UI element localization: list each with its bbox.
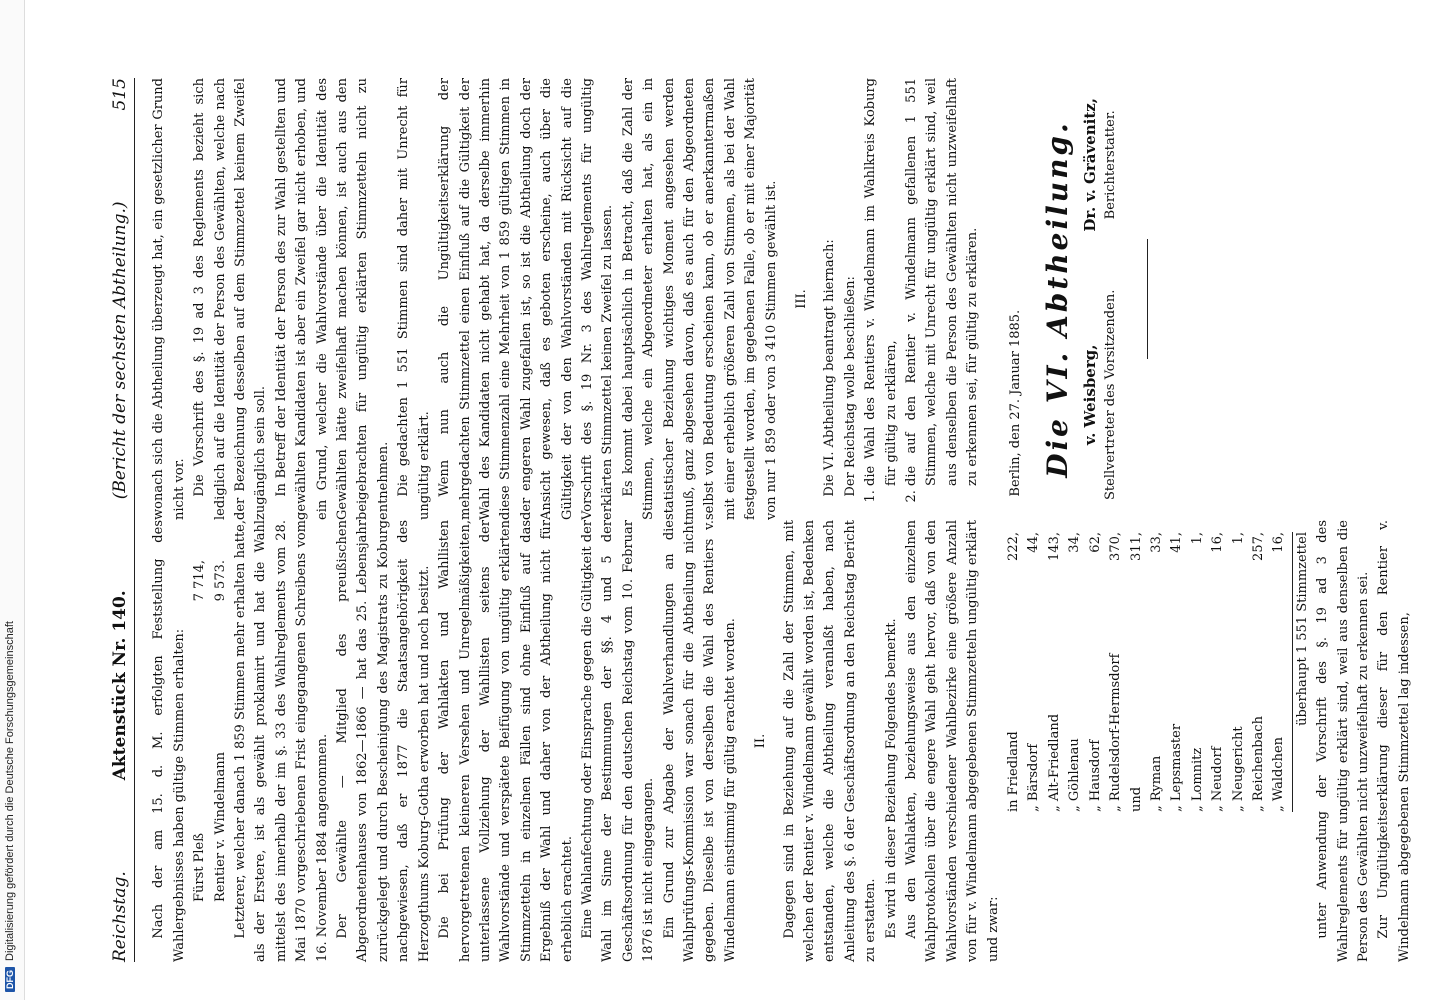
paragraph: Nach der am 15. d. M. erfolgten Feststellung des Wahlergebnisses haben gültige Stimmen erhalten: <box>151 520 187 962</box>
paragraph: In Betreff der Identität der Person des zur Wahl gestellten und gewählten Kandidaten ist aber ein Zweifel gar nicht erhoben, und ein Grund, welcher die Wahlvorstände über die Identität des Gewählten hätte zweifelhaft machen können, ist auch aus den beigebrachten für ungültig erklärten Stimmzetteln nicht zu entnehmen. <box>273 78 391 520</box>
paragraph: Der Reichstag wolle beschließen: <box>842 276 858 497</box>
tally-count: 16, <box>1271 532 1287 553</box>
dfg-logo-icon: DFG <box>5 967 15 992</box>
paragraph: Es wird in dieser Beziehung Folgendes bemerkt. <box>883 618 899 939</box>
paragraph: Eine Wahlanfechtung oder Einsprache gegen die Gültigkeit der Wahl im Sinne der Bestimmungen der §§. 4 und 5 der Geschäftsordnung für den deutschen Reichstag vom 10. Februar 1876 ist nicht eingegangen. <box>579 520 657 962</box>
tally-place: „ Göhlenau <box>1067 738 1083 812</box>
tally-row <box>1147 532 1167 812</box>
tally-count: 1, <box>1230 532 1246 545</box>
paragraph: Die Vorschrift des §. 19 ad 3 des Reglements bezieht sich lediglich auf die Identität der Person des Gewählten, welche nach der Bezeichnung desselben auf dem Stimmzettel keinem Zweifel zugänglich sein soll. <box>192 78 269 520</box>
paragraph: Die bei Prüfung der Wahlakten und Wahllisten hervorgetretenen kleineren Versehen und Unregelmäßigkeiten, unterlassene Vollziehung der Wahllisten seitens der Wahlvorstände und verspätete Beifügung von ungültig erklärten Stimmzetteln in einzelnen Fällen sind ohne Einfluß auf das Ergebniß der Wahl und daher von der Abtheilung nicht für erheblich erachtet. <box>437 520 575 962</box>
tally-place: „ Neugericht <box>1230 726 1246 812</box>
candidate-votes: 7 714, <box>192 560 208 602</box>
tally-row <box>1065 532 1085 812</box>
paragraph: Die VI. Abtheilung beantragt hiernach: <box>822 239 838 497</box>
paragraph: Aus den Wahlakten, beziehungsweise aus den einzelnen Wahlprotokollen über die engere Wahl geht hervor, daß von den Wahlvorständen verschiedener Wahlbezirke eine größere Anzahl von für v. Windelmann abgegebenen Stimmzetteln ungültig erklärt und zwar: <box>904 520 1001 962</box>
header-right: (Bericht der sechsten Abtheilung.) <box>110 201 130 500</box>
tally-count: 41, <box>1169 532 1185 553</box>
signer-name: v. Weisberg, <box>1081 344 1100 446</box>
signer-role: Berichterstatter. <box>1102 110 1118 220</box>
right-column <box>149 78 1415 520</box>
list-item: 1. die Wahl des Rentiers v. Windelmann im Wahlkreis Koburg für gültig zu erklären, <box>861 78 902 486</box>
paragraph: unter Anwendung der Vorschrift des §. 19 ad 3 des Wahlreglements für ungültig erklärt sind, weil aus denselben die Person des Gewählten nicht unzweifelhaft zu erkennen sei. <box>1315 520 1371 962</box>
tally-count: 222, <box>1006 532 1022 561</box>
paragraph: Zur Ungültigkeitserklärung dieser für den Rentier v. Windelmann abgegebenen Stimmzettel lag indessen, <box>1376 520 1412 962</box>
tally-list <box>1004 520 1313 962</box>
candidate-row <box>211 520 231 962</box>
tally-row <box>1208 532 1228 812</box>
tally-place: „ Reichenbach <box>1250 716 1266 812</box>
motion-list <box>861 78 983 520</box>
tally-count: 33, <box>1148 532 1164 553</box>
tally-total: überhaupt 1 551 Stimmzettel <box>1292 532 1313 812</box>
tally-place: „ Hausdorf <box>1087 739 1103 812</box>
signer-name: Dr. v. Grävenitz, <box>1081 98 1100 232</box>
left-column <box>149 520 1415 962</box>
paragraph: wonach sich die Abtheilung überzeugt hat, ein gesetzlicher Grund nicht vor. <box>151 78 187 520</box>
tally-place: „ Alt-Friedland <box>1046 713 1062 812</box>
tally-count: 257, <box>1250 532 1266 561</box>
funding-text: Digitalisierung gefördert durch die Deutsche Forschungsgemeinschaft <box>4 621 16 961</box>
paragraph: Wenn nun auch die Ungültigkeitserklärung der mehrgedachten Stimmzettel einen Einfluß auf die Gültigkeit der Wahl des Kandidaten nicht gehabt hat, da derselbe immerhin diese Stimmenzahl eine Mehrheit von 1 859 gültigen Stimmen in der engeren Wahl zugefallen ist, so ist die Abtheilung doch der Ansicht gewesen, daß es geboten erscheine, auch über die Gültigkeit der von den Wahlvorständen mit Rücksicht auf die Vorschrift des §. 19 Nr. 3 des Wahlreglements für ungültig erklärten Stimmzettel keinen Zweifel zu lassen. <box>437 78 616 520</box>
document-page <box>106 50 1412 990</box>
tally-place: „ Bärsdorf <box>1026 743 1042 812</box>
tally-row <box>1086 532 1106 812</box>
date-line: Berlin, den 27. Januar 1885. <box>1007 309 1023 497</box>
paragraph: Die gedachten 1 551 Stimmen sind daher mit Unrecht für ungültig erklärt. <box>396 78 432 520</box>
tally-row <box>1229 532 1249 812</box>
header-left: Reichstag. <box>110 871 130 962</box>
sidebar-strip <box>0 0 25 1000</box>
page-number: 515 <box>110 78 130 111</box>
tally-count: 370, <box>1108 532 1124 561</box>
tally-place: „ Waldchen <box>1271 736 1287 812</box>
paragraph: Letzterer, welcher danach 1 859 Stimmen mehr erhalten hatte, als der Erstere, ist als gewählt proklamirt und hat die Wahl mittelst des innerhalb der im §. 33 des Wahlreglements vom 28. Mai 1870 vorgeschriebenen Frist eingegangenen Schreibens vom 16. November 1884 angenommen. <box>233 520 330 962</box>
signature-block <box>1080 98 1121 232</box>
signature-title: Die VI. Abtheilung. <box>1041 120 1075 478</box>
funding-notice <box>4 621 16 992</box>
section-heading: II. <box>753 733 769 749</box>
tally-count: 143, <box>1046 532 1062 561</box>
list-item: 2. die auf den Rentier v. Windelmann gefallenen 1 551 Stimmen, welche mit Unrecht für ungültig erklärt sind, weil aus denselben die Person des Gewählten nicht unzweifelhaft zu erkennen sei, für gültig zu erklären. <box>902 78 984 486</box>
tally-row <box>1004 532 1024 812</box>
tally-row <box>1045 532 1065 812</box>
tally-count: 62, <box>1087 532 1103 553</box>
header-center: Aktenstück Nr. 140. <box>110 590 130 781</box>
signature-block <box>1080 290 1121 500</box>
tally-row <box>1269 532 1289 812</box>
tally-count: 44, <box>1026 532 1042 553</box>
tally-count: 311, <box>1128 532 1144 561</box>
tally-place: „ Ryman <box>1148 755 1164 812</box>
tally-row <box>1249 532 1269 812</box>
tally-row <box>1167 532 1187 812</box>
tally-count: 34, <box>1067 532 1083 553</box>
paragraph: Der Gewählte — Mitglied des preußischen Abgeordnetenhauses von 1862—1866 — hat das 25. Lebensjahr zurückgelegt und durch Bescheinigung des Magistrats zu Koburg nachgewiesen, daß er 1877 die Staatsangehörigkeit des Herzogthums Koburg-Gotha erworben hat und noch besitzt. <box>335 520 432 962</box>
tally-row <box>1188 532 1208 812</box>
signature-row <box>1080 78 1121 520</box>
paragraph: Ein Grund zur Abgabe der Wahlverhandlungen an die Wahlprüfungs-Kommission war sonach für die Abtheilung nicht gegeben. Dieselbe ist von derselben die Wahl des Rentiers v. Windelmann einstimmig für gültig erachtet worden. <box>661 520 738 962</box>
paragraph: Es kommt dabei hauptsächlich in Betracht, daß die Zahl der Stimmen, welche ein Abgeordneter erhalten hat, als ein in statistischer Beziehung wichtiges Moment angesehen werden muß, ganz abgesehen davon, daß es auch für den Abgeordneten selbst von Bedeutung erscheinen kann, ob er anerkanntermaßen mit einer erheblich größeren Zahl von Stimmen, als bei der Wahl festgestellt worden, im gegebenen Falle, ob er mit einer Majorität von nur 1 859 oder von 3 410 Stimmen gewählt ist. <box>620 78 779 520</box>
tally-place: „ Rudelsdorf-Hermsdorf <box>1108 653 1124 812</box>
tally-place: „ Lomnitz <box>1189 747 1205 812</box>
tally-row <box>1127 532 1147 812</box>
closing-rule <box>1147 239 1148 359</box>
tally-count: 16, <box>1210 532 1226 553</box>
candidate-votes: 9 573. <box>212 560 228 602</box>
tally-place: in Friedland <box>1006 731 1022 812</box>
tally-place: „ Lepsmaster <box>1169 723 1185 812</box>
tally-place: „ Neudorf <box>1210 746 1226 812</box>
tally-count: 1, <box>1189 532 1205 545</box>
paragraph: Dagegen sind in Beziehung auf die Zahl der Stimmen, mit welchen der Rentier v. Windelmann gewählt worden ist, Bedenken entstanden, welche die Abtheilung veranlaßt haben, nach Anleitung des §. 6 der Geschäftsordnung an den Reichstag Bericht zu erstatten. <box>781 520 879 962</box>
text-columns <box>149 78 1415 962</box>
tally-row <box>1024 532 1044 812</box>
candidate-name: Fürst Pleß <box>192 833 208 902</box>
candidate-name: Rentier v. Windelmann <box>212 751 228 902</box>
running-header <box>110 78 135 962</box>
section-heading: III. <box>794 289 809 309</box>
candidate-row <box>190 520 210 962</box>
signer-role: Stellvertreter des Vorsitzenden. <box>1102 289 1118 500</box>
tally-place: und <box>1128 786 1144 812</box>
tally-row <box>1106 532 1126 812</box>
